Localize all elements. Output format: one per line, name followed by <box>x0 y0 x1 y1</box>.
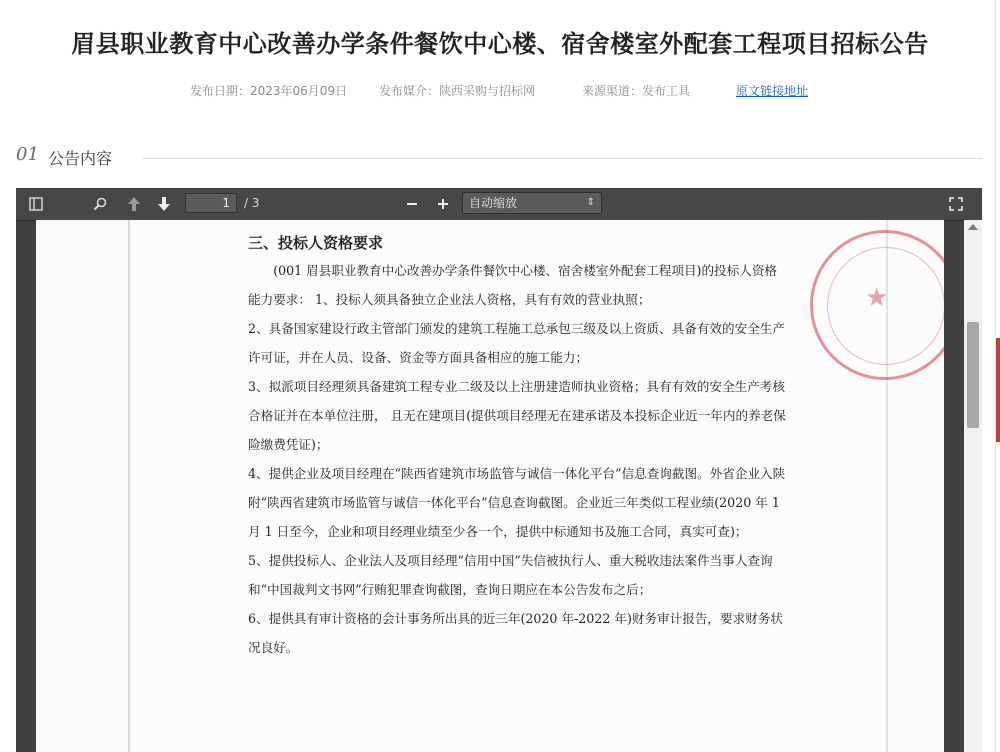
minus-icon[interactable] <box>401 194 423 214</box>
doc-paragraph: 4、提供企业及项目经理在“陕西省建筑市场监管与诚信一体化平台”信息查询截图。外省企业入陕附“陕西省建筑市场监管与诚信一体化平台”信息查询截图。企业近三年类似工程业绩(2020 年 1 月 1 日至今，企业和项目经理业绩至少各一个，提供中标通知书及施工合同，真实可查)； <box>248 466 786 539</box>
section-divider <box>142 158 982 159</box>
page-number-input[interactable]: 1 <box>185 193 237 213</box>
doc-paragraph: 3、拟派项目经理须具备建筑工程专业二级及以上注册建造师执业资格；具有有效的安全生产考核合格证并在本单位注册， 且无在建项目(提供项目经理无在建承诺及本投标企业近一年内的养老保险缴费凭证)； <box>248 379 786 452</box>
arrow-up-icon[interactable] <box>123 194 145 214</box>
pdf-toolbar <box>16 188 982 221</box>
search-icon[interactable] <box>89 194 111 214</box>
side-accent-tab[interactable] <box>996 338 1000 442</box>
vertical-scrollbar[interactable] <box>964 220 982 752</box>
page-count: / 3 <box>244 196 260 210</box>
paper-edge-left <box>128 220 130 752</box>
sidebar-toggle-icon[interactable] <box>25 194 47 214</box>
doc-paragraph: 6、提供具有审计资格的会计事务所出具的近三年(2020 年-2022 年)财务审计报告，要求财务状况良好。 <box>248 611 783 655</box>
document-heading: 三、投标人资格要求 <box>248 234 384 252</box>
plus-icon[interactable] <box>432 194 454 214</box>
source-channel: 来源渠道：发布工具 <box>582 84 691 98</box>
pdf-viewer <box>16 188 982 752</box>
doc-paragraph: (001 眉县职业教育中心改善办学条件餐饮中心楼、宿舍楼室外配套工程项目)的投标人资格能力要求： 1、投标人须具备独立企业法人资格，具有有效的营业执照； <box>248 263 778 307</box>
scroll-up-icon[interactable] <box>968 224 978 230</box>
scroll-thumb[interactable] <box>967 322 979 428</box>
section-header <box>16 144 982 172</box>
arrow-down-icon[interactable] <box>153 194 175 214</box>
publish-date: 发布日期：2023年06月09日 <box>190 84 348 98</box>
publisher: 发布媒介：陕西采购与招标网 <box>379 84 536 98</box>
chevron-updown-icon: ⇕ <box>586 197 595 208</box>
section-label: 公告内容 <box>48 149 113 168</box>
doc-paragraph: 5、提供投标人、企业法人及项目经理“信用中国”失信被执行人、重大税收违法案件当事人查询和“中国裁判文书网”行贿犯罪查询截图，查询日期应在本公告发布之后； <box>248 553 773 597</box>
zoom-select[interactable] <box>462 192 602 214</box>
article-meta <box>0 82 1000 102</box>
fullscreen-icon[interactable] <box>945 194 967 214</box>
pdf-page <box>36 220 944 752</box>
document-text <box>248 230 788 662</box>
original-link[interactable]: 原文链接地址 <box>736 84 809 98</box>
zoom-value: 自动缩放 <box>469 196 518 210</box>
section-number: 01 <box>16 144 39 165</box>
red-seal-stamp: ★ <box>810 230 944 380</box>
doc-paragraph: 2、具备国家建设行政主管部门颁发的建筑工程施工总承包三级及以上资质、具备有效的安全生产许可证，并在人员、设备、资金等方面具备相应的施工能力； <box>248 321 785 365</box>
page-title: 眉县职业教育中心改善办学条件餐饮中心楼、宿舍楼室外配套工程项目招标公告 <box>71 30 929 58</box>
